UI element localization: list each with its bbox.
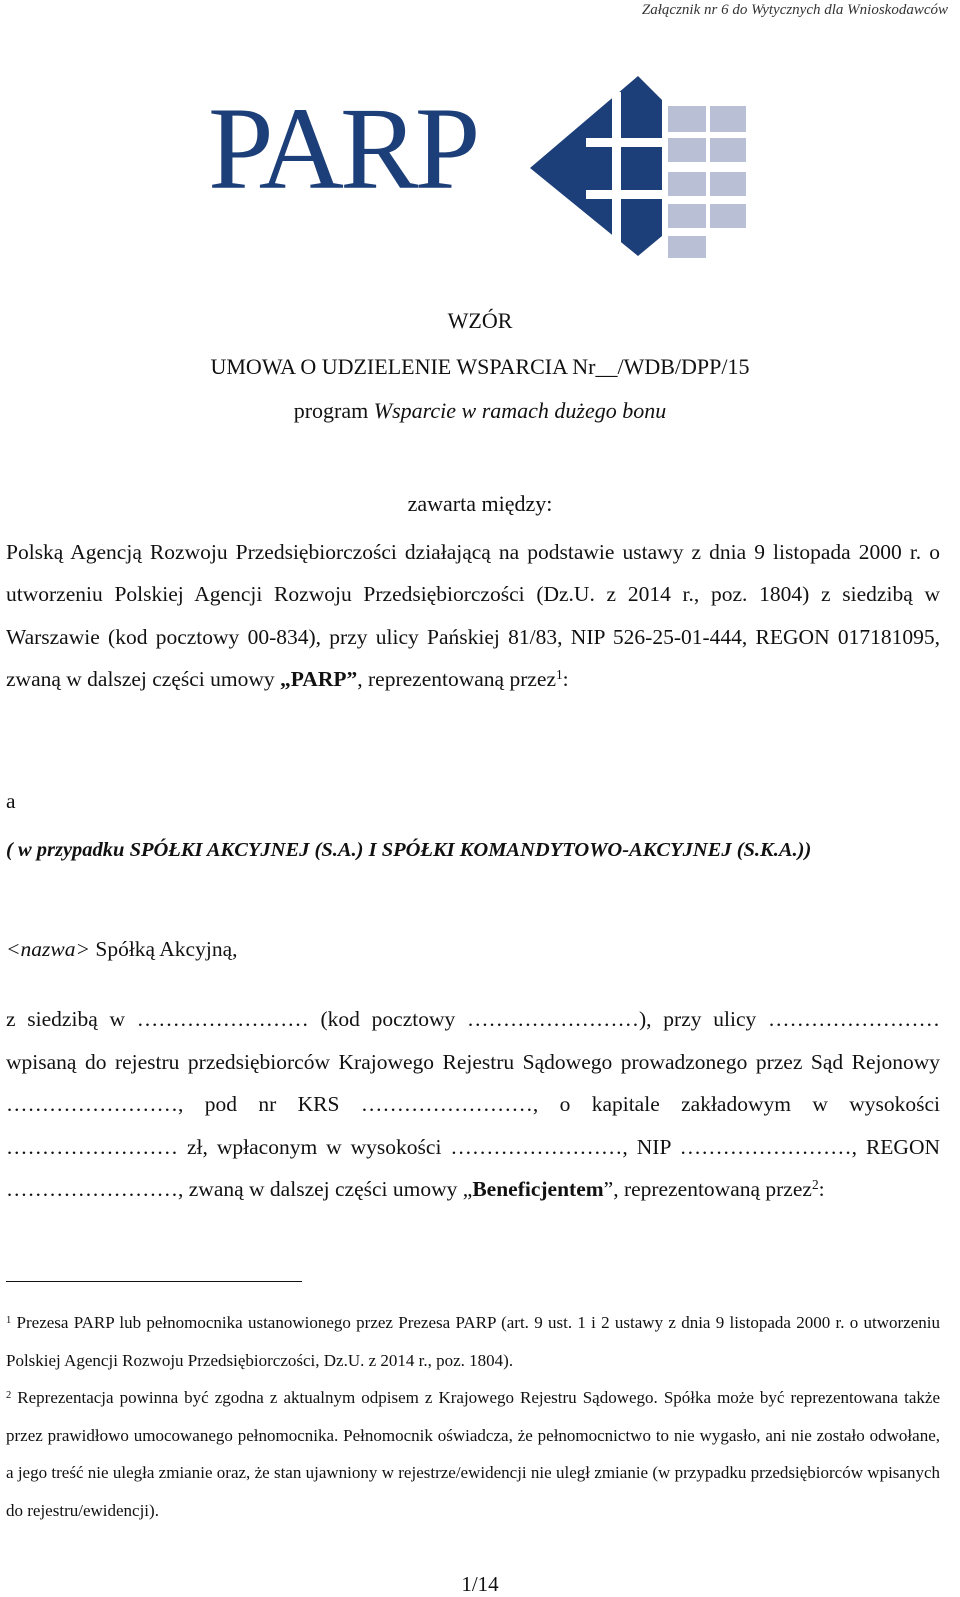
- sa-heading: ( w przypadku SPÓŁKI AKCYJNEJ (S.A.) I SPÓŁKI KOMANDYTOWO-AKCYJNEJ (S.K.A.)): [6, 839, 812, 861]
- parp-abbrev: „PARP”: [280, 666, 358, 691]
- footnote-1-text: Prezesa PARP lub pełnomocnika ustanowionego przez Prezesa PARP (art. 9 ust. 1 i 2 ustawy z dnia 9 listopada 2000 r. o utworzeniu Polskiej Agencji Rozwoju Przedsiębiorczości, Dz.U. z 2014 r., poz. 1804).: [6, 1313, 940, 1370]
- beneficiary-term: Beneficjentem: [472, 1177, 604, 1201]
- parp-text-end: , reprezentowaną przez: [357, 666, 556, 691]
- parp-diamond-icon: [526, 72, 750, 262]
- footnote-1: [6, 1304, 940, 1379]
- company-type: Spółką Akcyjną,: [89, 937, 238, 961]
- footnote-2-num: 2: [6, 1389, 12, 1401]
- doc-title-wzor: WZÓR: [447, 308, 513, 333]
- doc-title-umowa: UMOWA O UDZIELENIE WSPARCIA Nr__/WDB/DPP/15: [210, 354, 750, 379]
- doc-title-program: [0, 398, 960, 424]
- page-number: 1/14: [461, 1572, 499, 1596]
- beneficiary-text: z siedzibą w …………………… (kod pocztowy ……………………), przy ulicy …………………… wpisaną do rejestru przedsiębiorców Krajowego Rejestru Sądowego prowadzonego przez Sąd Rejonowy ……………………, pod nr KRS ……………………, o kapitale zakładowym w wysokości …………………… zł, wpłaconym w wysokości ……………………, NIP ……………………, REGON ……………………, zwaną w dalszej części umowy „: [6, 1007, 940, 1201]
- company-name-line: [6, 937, 237, 962]
- beneficiary-colon: :: [818, 1177, 825, 1201]
- zawarta-miedzy: zawarta między:: [407, 491, 553, 516]
- program-name: Wsparcie w ramach dużego bonu: [373, 398, 667, 423]
- logo-wordmark: PARP: [208, 83, 477, 214]
- parp-paragraph: [6, 531, 940, 700]
- footnote-ref-1: 1: [556, 667, 563, 683]
- footnote-2: [6, 1379, 940, 1529]
- footnote-divider: [6, 1281, 302, 1282]
- beneficiary-text-end: ”, reprezentowaną przez: [603, 1177, 812, 1201]
- beneficiary-paragraph: [6, 998, 940, 1211]
- program-prefix: program: [293, 398, 374, 423]
- footnote-ref-2: 2: [811, 1177, 819, 1193]
- parp-colon: :: [562, 666, 569, 691]
- footnote-1-num: 1: [6, 1314, 12, 1326]
- parp-logo: [208, 72, 748, 262]
- conjunction-a: a: [6, 789, 16, 813]
- parp-text: Polską Agencją Rozwoju Przedsiębiorczości działającą na podstawie ustawy z dnia 9 listopada 2000 r. o utworzeniu Polskiej Agencji Rozwoju Przedsiębiorczości (Dz.U. z 2014 r., poz. 1804) z siedzibą w Warszawie (kod pocztowy 00-834), przy ulicy Pańskiej 81/83, NIP 526-25-01-444, REGON 017181095, zwaną w dalszej części umowy: [6, 540, 940, 691]
- footnote-2-text: Reprezentacja powinna być zgodna z aktualnym odpisem z Krajowego Rejestru Sądowego. Spółka może być reprezentowana także przez prawidłowo umocowanego pełnomocnika. Pełnomocnik oświadcza, że pełnomocnictwo to nie wygasło, ani nie zostało odwołane, a jego treść nie uległa zmianie oraz, że stan ujawniony w rejestrze/ewidencji nie uległ zmianie (w przypadku przedsiębiorców wpisanych do rejestru/ewidencji).: [6, 1388, 940, 1520]
- header-note: Załącznik nr 6 do Wytycznych dla Wnioskodawców: [641, 2, 948, 18]
- company-name-placeholder: <nazwa>: [6, 937, 90, 961]
